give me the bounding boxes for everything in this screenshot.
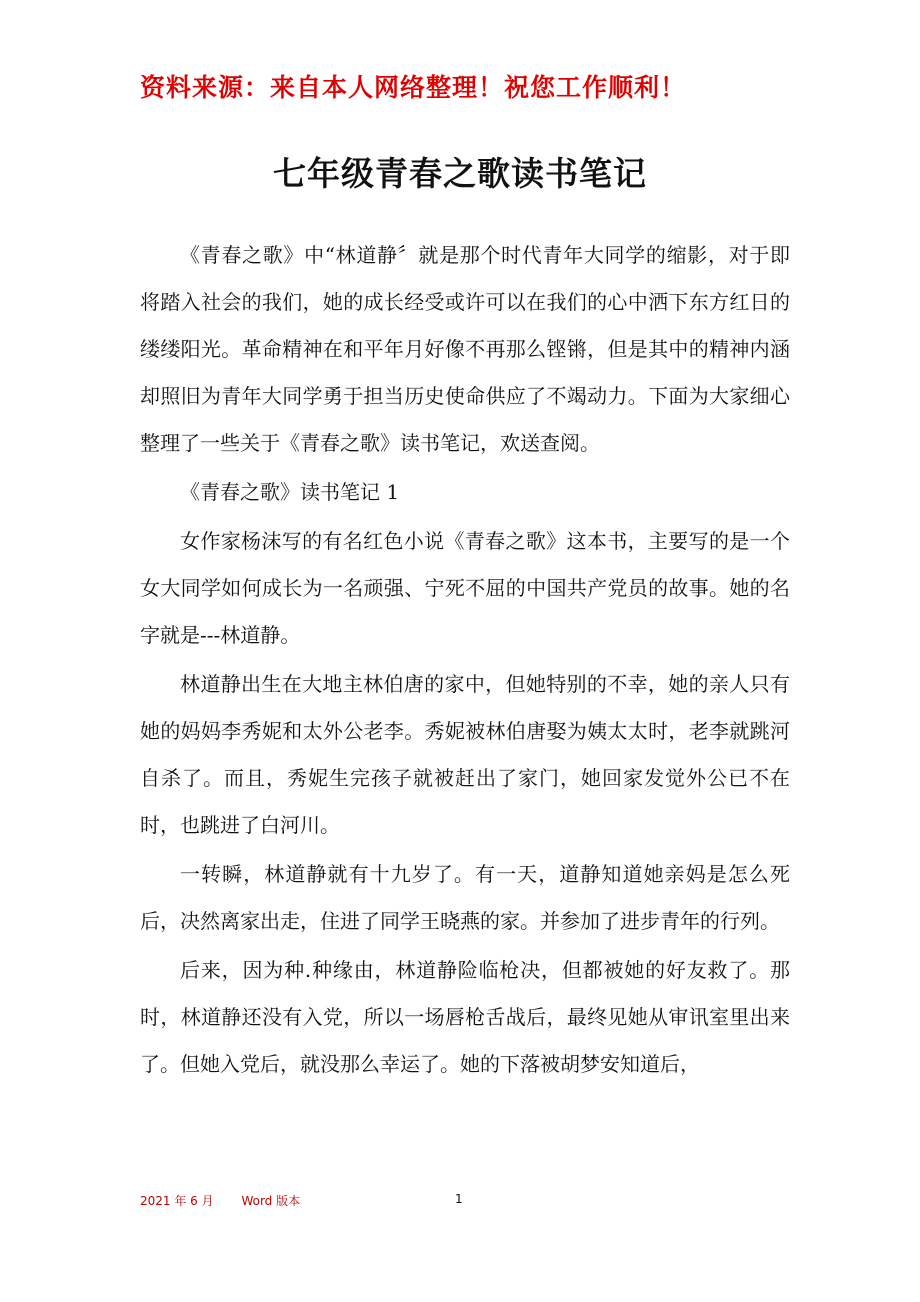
page-footer — [140, 1192, 324, 1209]
paragraph: 女作家杨沫写的有名红色小说《青春之歌》这本书，主要写的是一个女大同学如何成长为一名顽强、宁死不屈的中国共产党员的故事。她的名字就是---林道静。 — [140, 529, 790, 647]
paragraph: 一转瞬，林道静就有十九岁了。有一天，道静知道她亲妈是怎么死后，决然离家出走，住进了同学王晓燕的家。并参加了进步青年的行列。 — [140, 862, 790, 933]
document-body — [140, 232, 790, 1090]
footer-version: Word 版本 — [241, 1194, 301, 1208]
footer-date: 2021 年 6 月 — [140, 1194, 214, 1208]
paragraph: 后来，因为种.种缘由，林道静险临枪决，但都被她的好友救了。那时，林道静还没有入党，所以一场唇枪舌战后，最终见她从审讯室里出来了。但她入党后，就没那么幸运了。她的下落被胡梦安知道后， — [140, 958, 790, 1076]
paragraph: 林道静出生在大地主林伯唐的家中，但她特别的不幸，她的亲人只有她的妈妈李秀妮和太外公老李。秀妮被林伯唐娶为姨太太时，老李就跳河自杀了。而且，秀妮生完孩子就被赶出了家门，她回家发觉外公已不在时，也跳进了白河川。 — [140, 672, 790, 837]
source-banner: 资料来源：来自本人网络整理！祝您工作顺利！ — [140, 73, 687, 102]
document-title: 七年级青春之歌读书笔记 — [273, 154, 647, 193]
section-heading: 《青春之歌》读书笔记 1 — [180, 480, 400, 504]
paragraph-intro: 《青春之歌》中“林道静〞就是那个时代青年大同学的缩影，对于即将踏入社会的我们，她的成长经受或许可以在我们的心中洒下东方红日的缕缕阳光。革命精神在和平年月好像不再那么铿锵，但是其中的精神内涵却照旧为青年大同学勇于担当历史使命供应了不竭动力。下面为大家细心整理了一些关于《青春之歌》读书笔记，欢送查阅。 — [140, 243, 790, 455]
page-number: 1 — [455, 1192, 463, 1206]
